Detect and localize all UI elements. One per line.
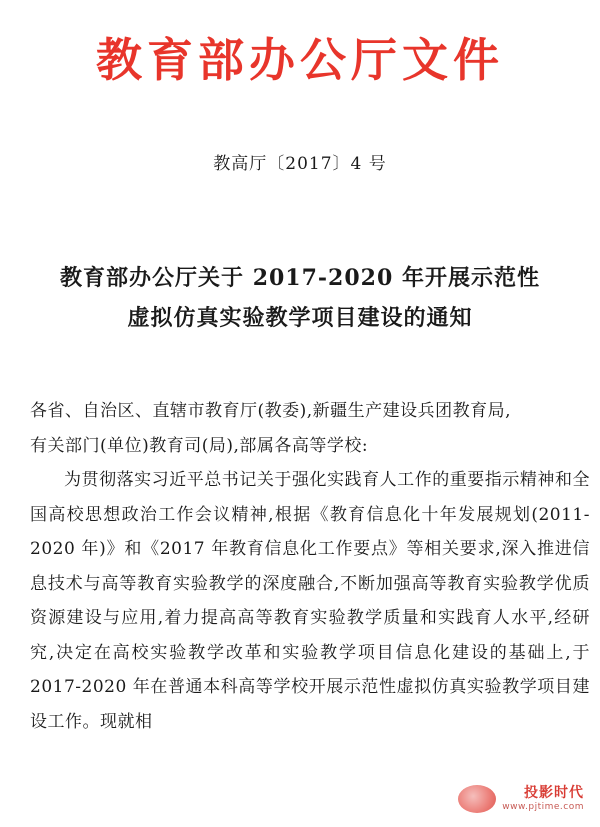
notice-title-line-1: 教育部办公厅关于 2017-2020 年开展示范性 [60,265,540,291]
notice-title [0,258,600,338]
document-header-title: 教育部办公厅文件 [96,33,504,87]
watermark-text [502,786,584,812]
watermark-name: 投影时代 [524,785,584,801]
watermark [458,785,584,813]
addressee-line-1: 各省、自治区、直辖市教育厅(教委),新疆生产建设兵团教育局, [30,401,512,421]
body-paragraph: 为贯彻落实习近平总书记关于强化实践育人工作的重要指示精神和全国高校思想政治工作会议精神,根据《教育信息化十年发展规划(2011-2020 年)》和《2017 年教育信息化工作要点》等相关要求,深入推进信息技术与高等教育实验教学的深度融合,不断加强高等教育实验教学优质资源建设与应用,着力提高高等教育实验教学质量和实践育人水平,经研究,决定在高校实验教学改革和实验教学项目信息化建设的基础上,于 2017-2020 年在普通本科高等学校开展示范性虚拟仿真实验教学项目建设工作。现就相 [30,470,590,732]
watermark-url: www.pjtime.com [502,802,584,812]
addressee-line-2: 有关部门(单位)教育司(局),部属各高等学校: [30,435,369,456]
watermark-logo-icon [458,785,496,813]
notice-title-line-2: 虚拟仿真实验教学项目建设的通知 [127,305,473,331]
document-body [30,394,590,739]
document-number: 教高厅〔2017〕4 号 [213,154,387,174]
